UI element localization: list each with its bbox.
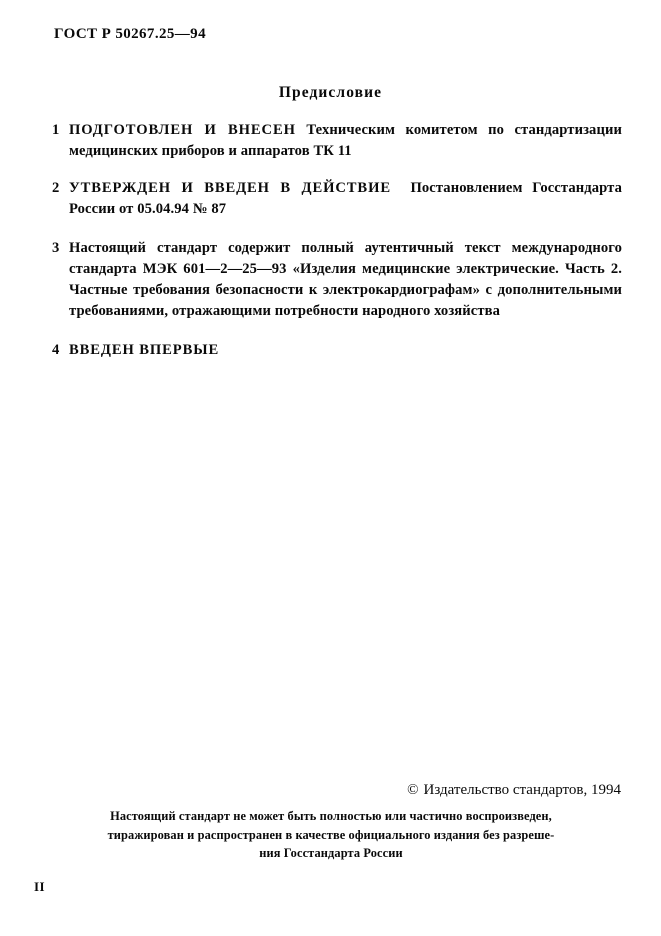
clause-number: 3 (52, 240, 60, 256)
document-header-code: ГОСТ Р 50267.25—94 (54, 26, 206, 42)
copyright-text: Издательство стандартов, 1994 (423, 782, 621, 798)
clause-text (69, 340, 622, 361)
clause-tail: Настоящий стандарт содержит полный аутентичный текст международного стандарта МЭК 601—2—25—93 «Изделия медицинские электрические. Часть 2. Частные требования безопасности к электрокардиографам» с дополнительными требованиями, отражающими потребности народного хозяйства (69, 240, 622, 319)
clause-text (69, 238, 622, 322)
clause-text (69, 120, 622, 162)
clause-number: 1 (52, 122, 60, 138)
clause-lead: УТВЕРЖДЕН И ВВЕДЕН В ДЕЙСТВИЕ (69, 180, 391, 196)
copyright-icon: © (407, 782, 419, 798)
clause-lead: ВВЕДЕН ВПЕРВЫЕ (69, 342, 220, 358)
legal-notice (34, 807, 628, 863)
page-number: II (34, 879, 46, 894)
clause-text (69, 178, 622, 220)
clause-number: 4 (52, 342, 60, 358)
clause-tail: Постановлением Госстандарта России от 05.04.94 № 87 (69, 180, 622, 217)
clause-list (52, 120, 622, 361)
clause-lead: ПОДГОТОВЛЕН И ВНЕСЕН (69, 122, 296, 138)
legal-notice-line: Настоящий стандарт не может быть полностью или частично воспроизведен, (110, 809, 552, 823)
clause-number: 2 (52, 180, 60, 196)
clause-tail: Техническим комитетом по стандартизации медицинских приборов и аппаратов ТК 11 (69, 122, 622, 159)
copyright-line (0, 782, 621, 799)
clause-item (52, 120, 622, 162)
legal-notice-line: ния Госстандарта России (259, 846, 403, 861)
legal-notice-line: тиражирован и распространен в качестве официального издания без разреше- (107, 827, 555, 842)
clause-item (52, 178, 622, 220)
clause-item (52, 340, 622, 361)
page-title: Предисловие (278, 84, 383, 101)
clause-item (52, 238, 622, 322)
